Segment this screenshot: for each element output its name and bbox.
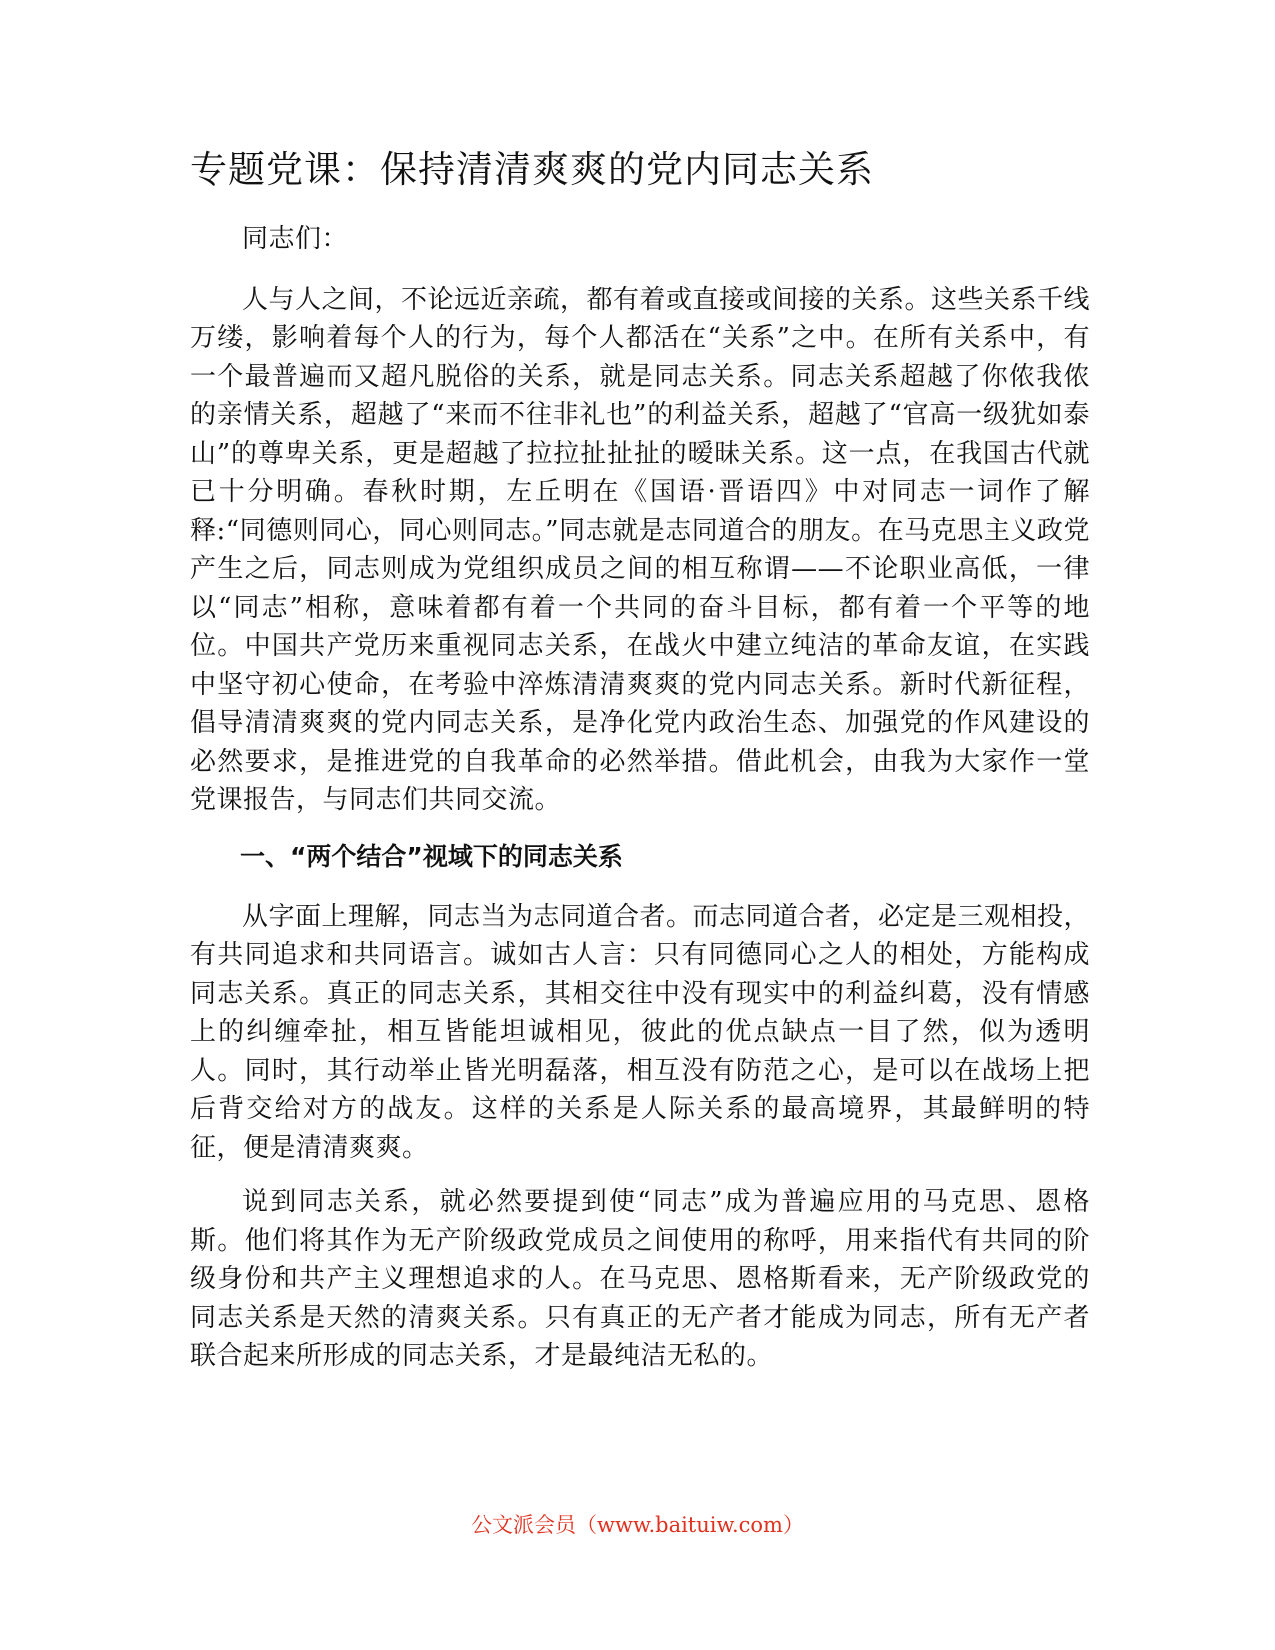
footer-watermark-link[interactable]: 公文派会员（www.baituiw.com） <box>471 1513 804 1537</box>
intro-paragraph: 人与人之间，不论远近亲疏，都有着或直接或间接的关系。这些关系千线万缕，影响着每个人的行为，每个人都活在“关系”之中。在所有关系中，有一个最普遍而又超凡脱俗的关系，就是同志关系。同志关系超越了你侬我侬的亲情关系，超越了“来而不往非礼也”的利益关系，超越了“官高一级犹如泰山”的尊卑关系，更是超越了拉拉扯扯扯的暧昧关系。这一点，在我国古代就已十分明确。春秋时期，左丘明在《国语·晋语四》中对同志一词作了解释:“同德则同心，同心则同志。”同志就是志同道合的朋友。在马克思主义政党产生之后，同志则成为党组织成员之间的相互称谓——不论职业高低，一律以“同志”相称，意味着都有着一个共同的奋斗目标，都有着一个平等的地位。中国共产党历来重视同志关系，在战火中建立纯洁的革命友谊，在实践中坚守初心使命，在考验中淬炼清清爽爽的党内同志关系。新时代新征程，倡导清清爽爽的党内同志关系，是净化党内政治生态、加强党的作风建设的必然要求，是推进党的自我革命的必然举措。借此机会，由我为大家作一堂党课报告，与同志们共同交流。 <box>190 284 1091 816</box>
section-heading: 一、“两个结合”视域下的同志关系 <box>240 841 623 871</box>
section-paragraph: 说到同志关系，就必然要提到使“同志”成为普遍应用的马克思、恩格斯。他们将其作为无产阶级政党成员之间使用的称呼，用来指代有共同的阶级身份和共产主义理想追求的人。在马克思、恩格斯看来，无产阶级政党的同志关系是天然的清爽关系。只有真正的无产者才能成为同志，所有无产者联合起来所形成的同志关系，才是最纯洁无私的。 <box>190 1187 1090 1372</box>
document-title: 专题党课：保持清清爽爽的党内同志关系 <box>190 148 874 191</box>
document-page <box>190 140 1090 1392</box>
salutation: 同志们： <box>242 224 349 255</box>
section-paragraph: 从字面上理解，同志当为志同道合者。而志同道合者，必定是三观相投，有共同追求和共同语言。诚如古人言：只有同德同心之人的相处，方能构成同志关系。真正的同志关系，其相交往中没有现实中的利益纠葛，没有情感上的纠缠牵扯，相互皆能坦诚相见，彼此的优点缺点一目了然，似为透明人。同时，其行动举止皆光明磊落，相互没有防范之心，是可以在战场上把后背交给对方的战友。这样的关系是人际关系的最高境界，其最鲜明的特征，便是清清爽爽。 <box>190 901 1091 1163</box>
